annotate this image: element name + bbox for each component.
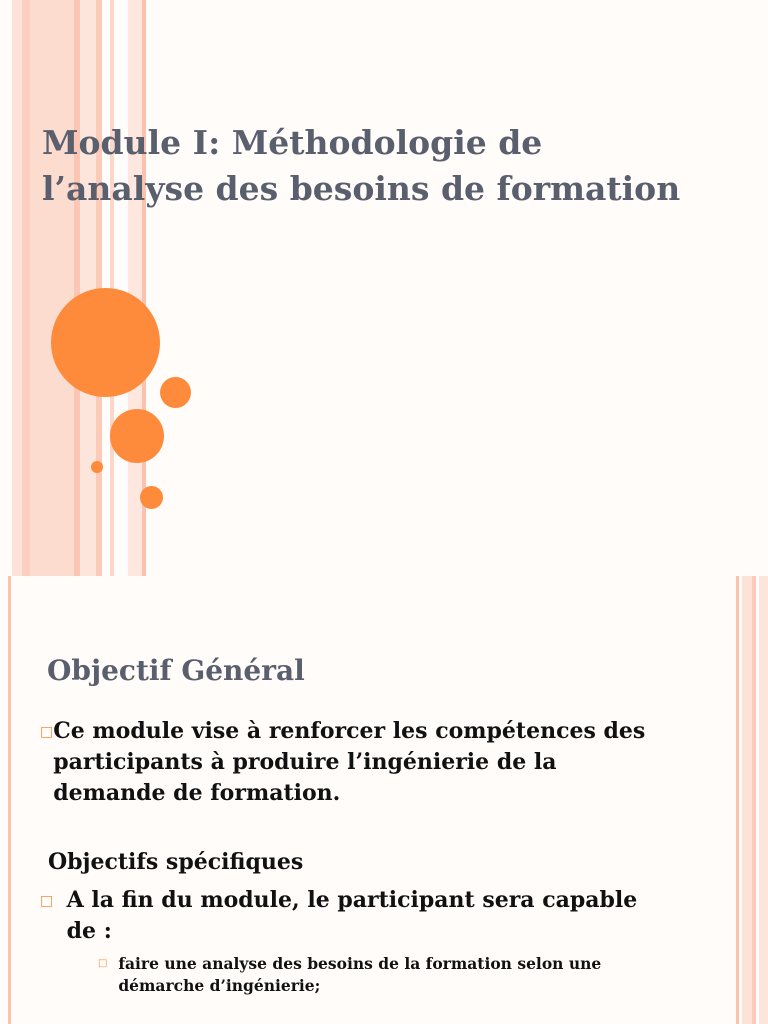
slide-objectives [0, 576, 768, 1024]
decor-stripe [12, 0, 22, 576]
decor-stripe [759, 576, 768, 1024]
bullet-icon: □ [40, 893, 54, 909]
decor-stripe [30, 0, 74, 576]
decor-stripe [80, 0, 96, 576]
sub-objective-item [98, 953, 658, 997]
sub-objective-text: faire une analyse des besoins de la formation selon une démarche d’ingénierie; [118, 954, 602, 995]
sub-bullet-icon: □ [98, 958, 108, 969]
general-objective-item [40, 716, 670, 809]
specific-objective-item [40, 885, 660, 947]
title-line-1: Module I: Méthodologie de [42, 123, 543, 162]
slide-title-text [42, 120, 742, 212]
tiny-circle [91, 461, 103, 473]
decor-stripe [8, 576, 11, 1024]
small-circle [140, 486, 163, 509]
medium-circle [110, 409, 164, 463]
decor-stripe [22, 0, 30, 576]
decor-stripe [752, 576, 756, 1024]
general-objective-text: Ce module vise à renforcer les compétences des participants à produire l’ingénierie de la demande de formation. [53, 718, 646, 806]
general-objective-heading: Objectif Général [47, 654, 305, 687]
decor-stripe [736, 576, 739, 1024]
large-circle [51, 288, 160, 397]
small-circle [160, 377, 191, 408]
specific-objective-text: A la fin du module, le participant sera capable de : [66, 887, 638, 944]
decor-stripe [742, 576, 752, 1024]
bullet-icon: □ [40, 724, 54, 740]
specific-objectives-heading: Objectifs spécifiques [48, 849, 304, 875]
title-line-2: l’analyse des besoins de formation [42, 169, 681, 208]
decor-stripe [128, 0, 142, 576]
